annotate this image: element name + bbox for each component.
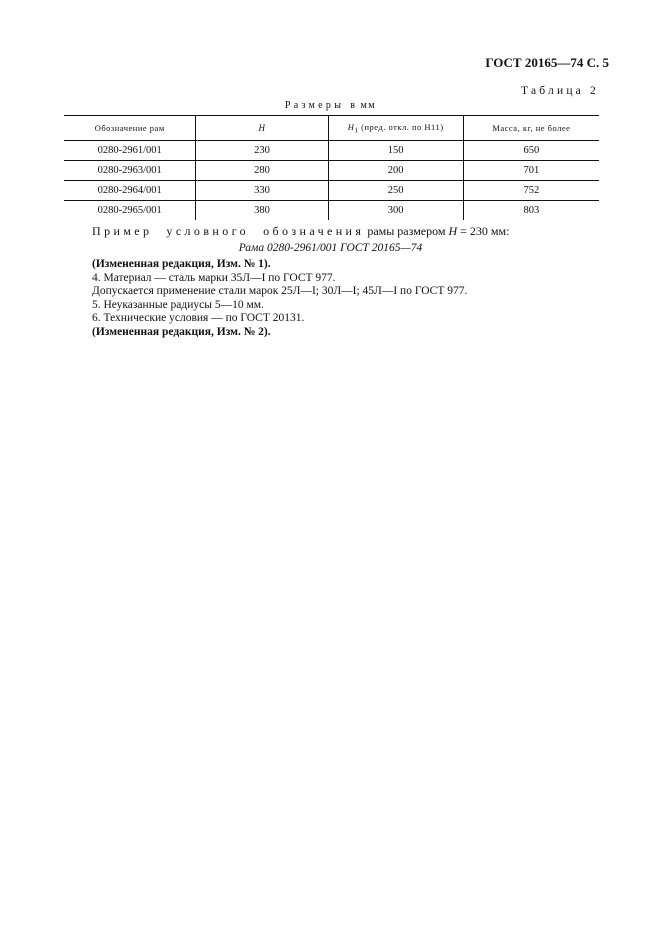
table-row	[64, 161, 599, 181]
note-technical-conditions: 6. Технические условия — по ГОСТ 20131.	[92, 312, 305, 324]
cell-h1: 300	[328, 201, 463, 221]
table-row	[64, 201, 599, 221]
table-row	[64, 141, 599, 161]
table-caption-unit: в мм	[350, 100, 377, 111]
column-header-h1-symbol: H	[347, 121, 355, 132]
table-row	[64, 181, 599, 201]
table-number-label: Таблица 2	[521, 85, 599, 97]
cell-designation: 0280-2963/001	[97, 165, 162, 176]
column-header-h1-subscript: 1	[354, 126, 359, 135]
table-caption-main: Размеры	[284, 100, 345, 111]
column-header-h1-tolerance: (пред. откл. по H11)	[358, 121, 444, 132]
column-header-h: H	[196, 116, 328, 141]
amendment-note-1: (Измененная редакция, Изм. № 1).	[92, 258, 271, 270]
cell-designation: 0280-2964/001	[97, 185, 162, 196]
example-word-2: условного	[166, 224, 250, 238]
column-header-mass: Масса, кг, не более	[463, 116, 599, 141]
cell-h1: 150	[328, 141, 463, 161]
cell-mass: 752	[463, 181, 599, 201]
example-designation-line	[92, 224, 509, 239]
cell-mass: 650	[463, 141, 599, 161]
column-header-h1	[328, 116, 463, 141]
example-text-after-h: = 230 мм:	[460, 224, 510, 238]
notes-block	[92, 258, 467, 339]
page-header: ГОСТ 20165—74 С. 5	[485, 55, 609, 70]
table-caption	[0, 100, 661, 111]
cell-h: 380	[196, 201, 328, 221]
example-h-symbol: H	[448, 224, 458, 238]
dimensions-table	[64, 115, 599, 220]
amendment-note-2: (Измененная редакция, Изм. № 2).	[92, 325, 271, 338]
cell-designation: 0280-2965/001	[97, 205, 162, 216]
cell-h1: 250	[328, 181, 463, 201]
table-header-row	[64, 116, 599, 141]
note-radii: 5. Неуказанные радиусы 5—10 мм.	[92, 298, 264, 311]
note-material-alternatives: Допускается применение стали марок 25Л—I; 30Л—I; 45Л—I по ГОСТ 977.	[92, 285, 468, 297]
note-material: 4. Материал — сталь марки 35Л—I по ГОСТ 977.	[92, 271, 336, 284]
cell-h: 230	[196, 141, 328, 161]
example-word-3: обозначения	[263, 224, 365, 238]
cell-h1: 200	[328, 161, 463, 181]
cell-designation: 0280-2961/001	[97, 145, 162, 156]
example-text-before-h: рамы размером	[367, 224, 446, 238]
column-header-designation: Обозначение рам	[94, 123, 165, 133]
designation-example: Рама 0280-2961/001 ГОСТ 20165—74	[238, 242, 423, 254]
cell-h: 330	[196, 181, 328, 201]
cell-h: 280	[196, 161, 328, 181]
example-word-1: Пример	[92, 224, 153, 238]
cell-mass: 701	[463, 161, 599, 181]
cell-mass: 803	[463, 201, 599, 221]
